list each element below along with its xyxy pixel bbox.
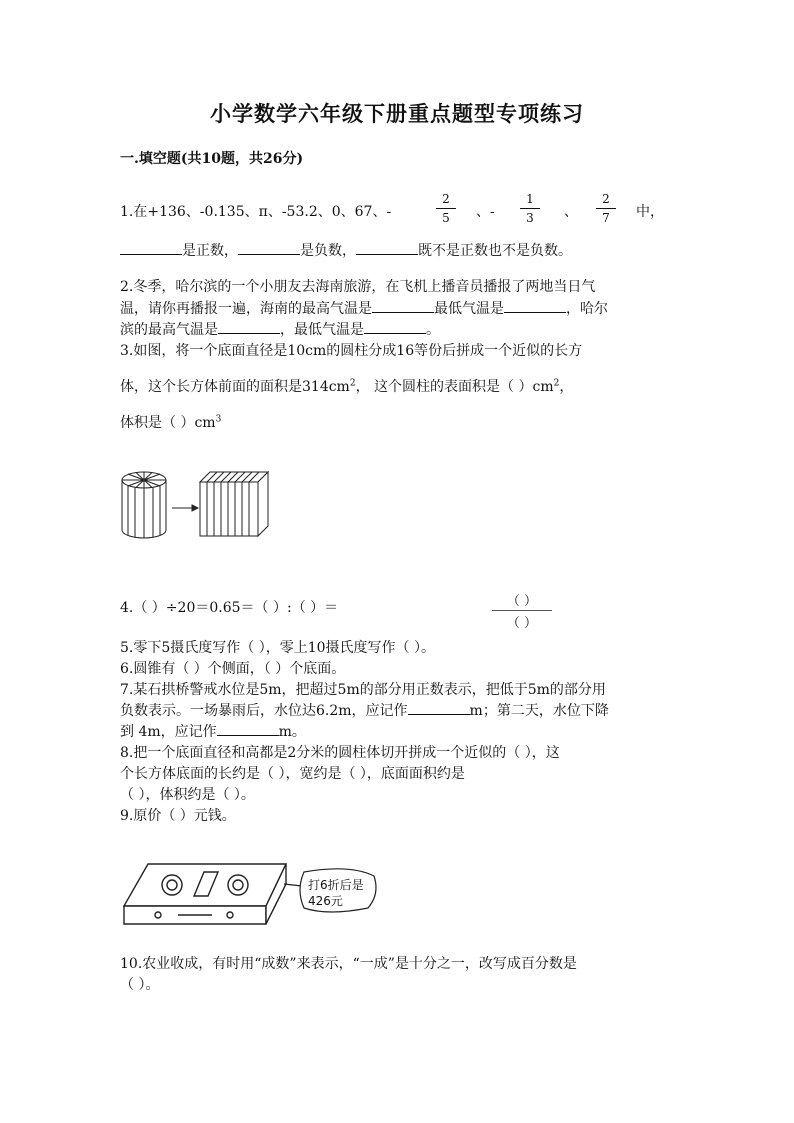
q1-text-c: 既不是正数也不是负数。 <box>418 243 572 259</box>
q1-sep1: 、- <box>476 204 495 220</box>
q4-line: 4.（ ）÷20＝0.65＝（ ）:（ ）＝ <box>120 600 339 616</box>
q2-text-c: ，哈尔 <box>566 301 608 317</box>
page-title: 小学数学六年级下册重点题型专项练习 <box>210 101 584 126</box>
q7-line2 <box>120 700 609 720</box>
q1-f3-numerator: 2 <box>602 192 610 206</box>
q8-line3: （ ），体积约是（ ）。 <box>120 787 255 803</box>
q2-text-b: 最低气温是 <box>434 301 504 317</box>
q1-blank-positive[interactable] <box>120 242 182 255</box>
q1-prefix: 1.在+136、-0.135、π、-53.2、0、67、- <box>120 204 392 220</box>
q2-blank-harbin-high[interactable] <box>218 321 280 334</box>
q1-f2-numerator: 1 <box>526 192 534 206</box>
q1-blank-negative[interactable] <box>238 242 300 255</box>
gas-stove-figure <box>118 856 390 928</box>
q1-f1-denominator: 5 <box>442 211 450 225</box>
q1-fraction-3 <box>596 192 616 225</box>
q1-f3-denominator: 7 <box>602 211 610 225</box>
q2-text-d: 滨的最高气温是 <box>120 322 218 338</box>
q8-line1: 8.把一个底面直径和高都是2分米的圆柱体切开拼成一个近似的（ ），这 <box>120 745 560 761</box>
q1-f1-numerator: 2 <box>442 192 450 206</box>
q3-text-c: ， <box>559 379 574 395</box>
q1-f2-denominator: 3 <box>526 211 534 225</box>
q7-text-d: m。 <box>278 724 306 740</box>
q2-text-f: 。 <box>426 322 440 338</box>
q9-line: 9.原价（ ）元钱。 <box>120 808 236 824</box>
q2-blank-hainan-high[interactable] <box>372 300 434 313</box>
q3-line3 <box>120 412 221 432</box>
cuboid-icon <box>200 472 268 536</box>
q3-text-d: 体积是（ ）cm <box>120 415 216 431</box>
q3-line1: 3.如图，将一个底面直径是10cm的圆柱分成16等份后拼成一个近似的长方 <box>120 343 583 359</box>
q3-text-a: 体，这个长方体前面的面积是314cm <box>120 379 350 395</box>
q1-suffix: 中， <box>636 204 664 220</box>
q2-line2 <box>120 298 608 318</box>
cylinder-cuboid-figure <box>118 468 278 540</box>
q4-fraction <box>492 590 552 631</box>
q1-sep2: 、 <box>564 204 578 220</box>
q1-blank-neither[interactable] <box>356 242 418 255</box>
section-heading: 一.填空题(共10题，共26分) <box>120 151 304 167</box>
q3-line2 <box>120 376 573 396</box>
q2-text-a: 温，请你再播报一遍，海南的最高气温是 <box>120 301 372 317</box>
q1-text-a: 是正数， <box>182 243 238 259</box>
q1-line2 <box>120 240 572 260</box>
q7-blank-1[interactable] <box>408 702 470 715</box>
q3-sup-c: 3 <box>215 414 222 425</box>
q1-text-b: 是负数， <box>300 243 356 259</box>
arrow-right-icon <box>172 505 198 511</box>
q7-line3 <box>120 721 306 741</box>
q1-fraction-1 <box>436 192 456 225</box>
q4-fraction-denominator[interactable]: （ ） <box>506 616 538 631</box>
price-tag-line2: 426元 <box>308 894 343 908</box>
q2-line3 <box>120 319 440 339</box>
q7-text-c: 到 4m，应记作 <box>120 724 217 740</box>
cylinder-icon <box>122 472 166 538</box>
q3-sup-b: 2 <box>553 378 560 389</box>
q8-line2: 个长方体底面的长约是（ ），宽约是（ ），底面面积约是 <box>120 766 465 782</box>
q4-fraction-numerator[interactable]: （ ） <box>506 594 538 609</box>
q10-line2: （ ）。 <box>120 977 160 993</box>
q6-line: 6.圆锥有（ ）个侧面，（ ）个底面。 <box>120 661 346 677</box>
q1-line1 <box>120 201 391 221</box>
q2-blank-harbin-low[interactable] <box>364 321 426 334</box>
gas-stove-icon <box>124 864 286 924</box>
q3-text-b: ， 这个圆柱的表面积是（ ）cm <box>355 379 554 395</box>
q3-sup-a: 2 <box>349 378 356 389</box>
price-tag-line1: 打6折后是 <box>308 878 364 892</box>
q10-line1: 10.农业收成，有时用“成数”来表示，“一成”是十分之一，改写成百分数是 <box>120 956 577 972</box>
q7-text-b: m；第二天，水位下降 <box>469 703 609 719</box>
q2-text-e: ，最低气温是 <box>280 322 364 338</box>
q7-text-a: 负数表示。一场暴雨后，水位达6.2m，应记作 <box>120 703 408 719</box>
q7-line1: 7.某石拱桥警戒水位是5m，把超过5m的部分用正数表示，把低于5m的部分用 <box>120 682 606 698</box>
q7-blank-2[interactable] <box>217 723 279 736</box>
q2-blank-hainan-low[interactable] <box>504 300 566 313</box>
q5-line: 5.零下5摄氏度写作（ ），零上10摄氏度写作（ ）。 <box>120 640 435 656</box>
q2-line1: 2.冬季，哈尔滨的一个小朋友去海南旅游，在飞机上播音员播报了两地当日气 <box>120 279 596 295</box>
q1-fraction-2 <box>520 192 540 225</box>
